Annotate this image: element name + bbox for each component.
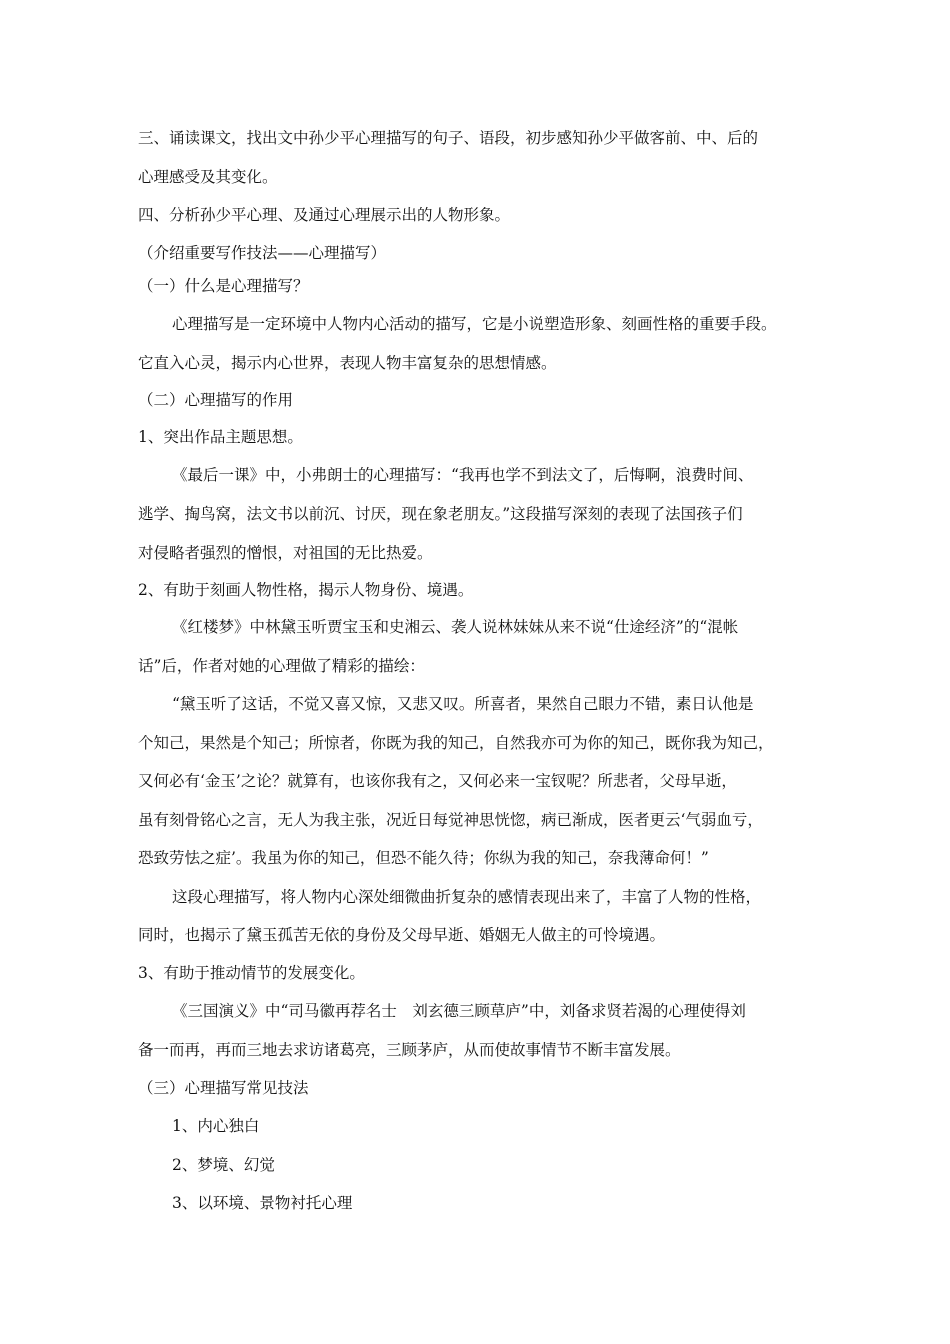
list-heading: 2、有助于刻画人物性格，揭示人物身份、境遇。: [138, 581, 474, 599]
text-line: 对侵略者强烈的憎恨，对祖国的无比热爱。: [138, 544, 433, 562]
list-heading: 1、突出作品主题思想。: [138, 428, 303, 446]
subsection-heading: （一）什么是心理描写？: [138, 277, 309, 295]
text-line: （介绍重要写作技法——心理描写）: [138, 244, 387, 262]
text-line: “黛玉听了这话，不觉又喜又惊，又悲又叹。所喜者，果然自己眼力不错，素日认他是: [172, 695, 754, 713]
text-line: 心理感受及其变化。: [138, 168, 278, 186]
text-line: 又何必有‘金玉’之论？就算有，也该你我有之，又何必来一宝钗呢？所悲者，父母早逝，: [138, 772, 737, 790]
text-line: 《三国演义》中“司马徽再荐名士 刘玄德三顾草庐”中，刘备求贤若渴的心理使得刘: [172, 1002, 746, 1020]
list-item: 3、以环境、景物衬托心理: [172, 1194, 353, 1212]
subsection-heading: （二）心理描写的作用: [138, 391, 294, 409]
text-line: 备一而再，再而三地去求访诸葛亮，三顾茅庐，从而使故事情节不断丰富发展。: [138, 1041, 681, 1059]
subsection-heading: （三）心理描写常见技法: [138, 1079, 309, 1097]
text-line: 恐致劳怯之症’。我虽为你的知己，但恐不能久待；你纵为我的知己，奈我薄命何！”: [138, 849, 709, 867]
text-line: 心理描写是一定环境中人物内心活动的描写，它是小说塑造形象、刻画性格的重要手段。: [172, 315, 777, 333]
text-line: 《红楼梦》中林黛玉听贾宝玉和史湘云、袭人说林妹妹从来不说“仕途经济”的“混帐: [172, 618, 739, 636]
text-line: 三、诵读课文，找出文中孙少平心理描写的句子、语段，初步感知孙少平做客前、中、后的: [138, 129, 759, 147]
text-line: 逃学、掏鸟窝，法文书以前沉、讨厌，现在象老朋友。”这段描写深刻的表现了法国孩子们: [138, 505, 743, 523]
text-line: 话”后，作者对她的心理做了精彩的描绘：: [138, 657, 425, 675]
list-heading: 3、有助于推动情节的发展变化。: [138, 964, 365, 982]
section-heading: 四、分析孙少平心理、及通过心理展示出的人物形象。: [138, 206, 511, 224]
text-line: 它直入心灵，揭示内心世界，表现人物丰富复杂的思想情感。: [138, 354, 557, 372]
text-line: 《最后一课》中，小弗朗士的心理描写：“我再也学不到法文了，后悔啊，浪费时间、: [172, 466, 754, 484]
text-line: 虽有刻骨铭心之言，无人为我主张，况近日每觉神思恍惚，病已渐成，医者更云‘气弱血亏，: [138, 811, 763, 829]
text-line: 个知己，果然是个知己；所惊者，你既为我的知己，自然我亦可为你的知己，既你我为知己，: [138, 734, 774, 752]
text-line: 这段心理描写，将人物内心深处细微曲折复杂的感情表现出来了，丰富了人物的性格，: [172, 888, 762, 906]
text-line: 同时，也揭示了黛玉孤苦无依的身份及父母早逝、婚姻无人做主的可怜境遇。: [138, 926, 666, 944]
list-item: 2、梦境、幻觉: [172, 1156, 275, 1174]
list-item: 1、内心独白: [172, 1117, 260, 1135]
